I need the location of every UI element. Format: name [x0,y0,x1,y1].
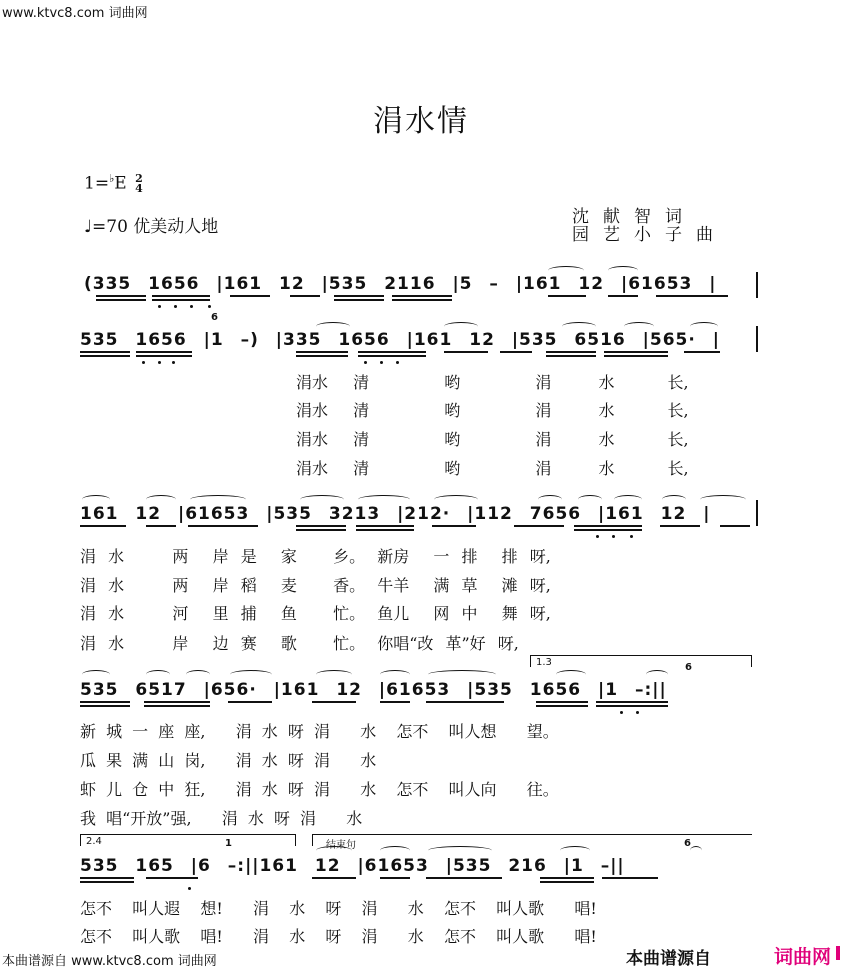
slur [380,670,410,679]
key-prefix: 1= [84,173,110,194]
key-note: E [114,173,127,194]
lyric-line: 怎不 叫人歌 唱! 涓 水 呀 涓 水 怎不 叫人歌 唱! [80,927,597,946]
lyric-word: 长, [667,459,689,478]
tempo-marking: ♩=70 优美动人地 [84,217,219,237]
low-dot [364,361,367,364]
slur [146,670,170,679]
notation-row-2: 535 1656 |1 –) |335 1656 |161 12 |535 6516 |565· | [80,330,720,350]
underline [660,525,700,527]
header-watermark: www.ktvc8.com 词曲网 [2,6,148,21]
slur [146,495,176,504]
lyric-word: 涓 [535,373,552,392]
slur [690,322,718,331]
slur [614,495,642,504]
lyricist-credit: 沈献智词 [572,207,696,227]
grace-note: 6 [211,312,218,323]
underline [604,355,668,357]
underline [540,881,594,883]
slur [316,846,352,855]
underline [80,877,134,879]
lyric-line: 虾 儿 仓 中 狂, 涓 水 呀 涓 水 怎不 叫人向 往。 [80,780,559,799]
notation-row-1: (335 1656 |161 12 |535 2116 |5 – |161 12 |61653 | [84,274,717,294]
underline [334,299,384,301]
fermata [690,846,702,855]
slur [82,495,110,504]
time-signature [135,174,143,194]
lyric-word: 长, [667,373,689,392]
underline [596,701,668,703]
volta-2-4-label: 2.4 [86,836,102,847]
underline [136,351,192,353]
flat-sign: ♭ [109,172,115,185]
slur [560,846,590,855]
underline [96,299,146,301]
underline [312,701,356,703]
lyric-word: 清 [353,373,370,392]
underline [720,525,750,527]
grace-note: 1 [225,838,232,849]
slur [428,846,492,855]
notation-row-5: 535 165 |6 –:||161 12 |61653 |535 216 |1 –|| [80,856,625,876]
slur [428,670,496,679]
underline [80,525,126,527]
underline [380,877,410,879]
lyric-word: 涓水 [296,373,329,392]
slur [82,670,110,679]
slur [700,495,746,504]
low-dot [190,305,193,308]
barline [756,500,758,526]
lyric-word: 涓水 [296,459,329,478]
low-dot [172,361,175,364]
lyric-word: 水 [598,459,615,478]
underline [136,355,192,357]
grace-note: 6 [684,838,691,849]
lyric-word: 涓 [535,459,552,478]
underline [536,701,588,703]
underline [392,295,452,297]
low-dot [612,535,615,538]
underline [514,525,564,527]
low-dot [396,361,399,364]
underline [392,299,452,301]
underline [146,525,176,527]
underline [602,877,658,879]
slur [444,322,478,331]
slur [646,670,668,679]
underline [80,701,130,703]
lyric-word: 哟 [444,430,461,449]
underline [80,355,130,357]
song-title: 涓水情 [373,104,469,139]
volta-bracket [530,655,531,667]
lyric-line: 瓜 果 满 山 岗, 涓 水 呀 涓 水 [80,751,377,770]
grace-note: 6 [685,662,692,673]
lyric-line: 新 城 一 座 座, 涓 水 呀 涓 水 怎不 叫人想 望。 [80,722,559,741]
underline [536,705,588,707]
volta-bracket [80,834,296,835]
underline [356,525,414,527]
lyric-line: 涓 水 岸 边 赛 歌 忙。 你唱“改 革”好 呀, [80,634,519,653]
lyric-word: 涓水 [296,401,329,420]
underline [80,351,130,353]
lyric-word: 哟 [444,401,461,420]
ending-label: 结束句 [326,840,356,851]
underline [546,355,596,357]
slur [556,670,586,679]
underline [656,295,728,297]
volta-1-3-label: 1.3 [536,657,552,668]
slur [624,322,654,331]
lyric-line: 我 唱“开放”强, 涓 水 呀 涓 水 [80,809,363,828]
low-dot [142,361,145,364]
lyric-word: 长, [667,401,689,420]
slur [230,670,272,679]
underline [608,295,638,297]
lyric-word: 哟 [444,373,461,392]
footer-watermark: 本曲谱源自 www.ktvc8.com 词曲网 [2,954,217,969]
low-dot [636,711,639,714]
underline [152,295,210,297]
slur [190,495,246,504]
barline [756,272,758,298]
lyric-word: 水 [598,401,615,420]
slur [380,846,410,855]
underline [80,705,130,707]
low-dot [630,535,633,538]
underline [574,525,642,527]
volta-bracket [312,834,752,835]
volta-bracket [80,834,81,846]
lyric-word: 涓 [535,401,552,420]
low-dot [380,361,383,364]
underline [188,525,258,527]
lyric-line: 怎不 叫人遐 想! 涓 水 呀 涓 水 怎不 叫人歌 唱! [80,899,597,918]
low-dot [208,305,211,308]
underline [144,705,210,707]
underline [80,881,134,883]
underline [500,351,532,353]
underline [290,295,320,297]
slur [548,266,584,275]
time-top: 2 [135,172,143,186]
underline [546,351,596,353]
volta-bracket [530,655,752,656]
underline [96,295,146,297]
lyric-word: 水 [598,430,615,449]
underline [146,877,198,879]
lyric-word: 清 [353,401,370,420]
underline [144,701,210,703]
low-dot [596,535,599,538]
lyric-word: 哟 [444,459,461,478]
slur [434,495,478,504]
barline [756,326,758,352]
slur [300,495,344,504]
brand-logo: 词曲网 [774,946,832,968]
lyric-line [296,427,689,450]
slur [608,266,638,275]
underline [358,351,426,353]
notation-row-3: 161 12 |61653 |535 3213 |212· |112 7656 |161 12 | [80,504,711,524]
lyric-word: 涓水 [296,430,329,449]
underline [426,701,504,703]
brand-accent [836,946,840,960]
lyric-line: 涓 水 两 岸 稻 麦 香。 牛羊 满 草 滩 呀, [80,576,551,595]
underline [152,299,210,301]
underline [312,877,356,879]
slur [662,495,686,504]
underline [230,295,270,297]
slur [186,670,210,679]
low-dot [158,305,161,308]
slur [358,495,410,504]
volta-bracket [751,655,752,667]
underline [380,701,410,703]
volta-bracket [312,834,313,846]
underline [444,351,488,353]
lyric-line: 涓 水 两 岸 是 家 乡。 新房 一 排 排 呀, [80,547,551,566]
low-dot [174,305,177,308]
lyric-word: 涓 [535,430,552,449]
lyric-line [296,370,689,393]
underline [296,355,348,357]
underline [684,351,720,353]
low-dot [620,711,623,714]
lyric-word: 清 [353,459,370,478]
lyric-word: 清 [353,430,370,449]
low-dot [188,887,191,890]
underline [228,701,272,703]
lyric-line: 涓 水 河 里 捕 鱼 忙。 鱼儿 网 中 舞 呀, [80,604,551,623]
lyric-word: 水 [598,373,615,392]
slur [538,495,562,504]
underline [296,529,346,531]
underline [296,351,348,353]
underline [574,529,642,531]
underline [432,525,476,527]
underline [334,295,384,297]
notation-row-4: 535 6517 |656· |161 12 |61653 |535 1656 |1 –:|| [80,680,667,700]
underline [426,877,502,879]
underline [604,351,668,353]
underline [356,529,414,531]
slur [562,322,596,331]
underline [596,705,668,707]
slur [578,495,602,504]
underline [296,525,346,527]
underline [358,355,426,357]
lyric-line [296,398,689,421]
underline [548,295,586,297]
underline [540,877,594,879]
composer-credit: 园艺小子曲 [572,225,727,245]
slur [316,322,350,331]
lyric-line [296,456,689,479]
key-signature [84,172,143,194]
time-bottom: 4 [135,182,143,196]
volta-bracket [295,834,296,846]
footer-source: 本曲谱源自 [626,949,711,969]
low-dot [158,361,161,364]
lyric-word: 长, [667,430,689,449]
slur [316,670,352,679]
